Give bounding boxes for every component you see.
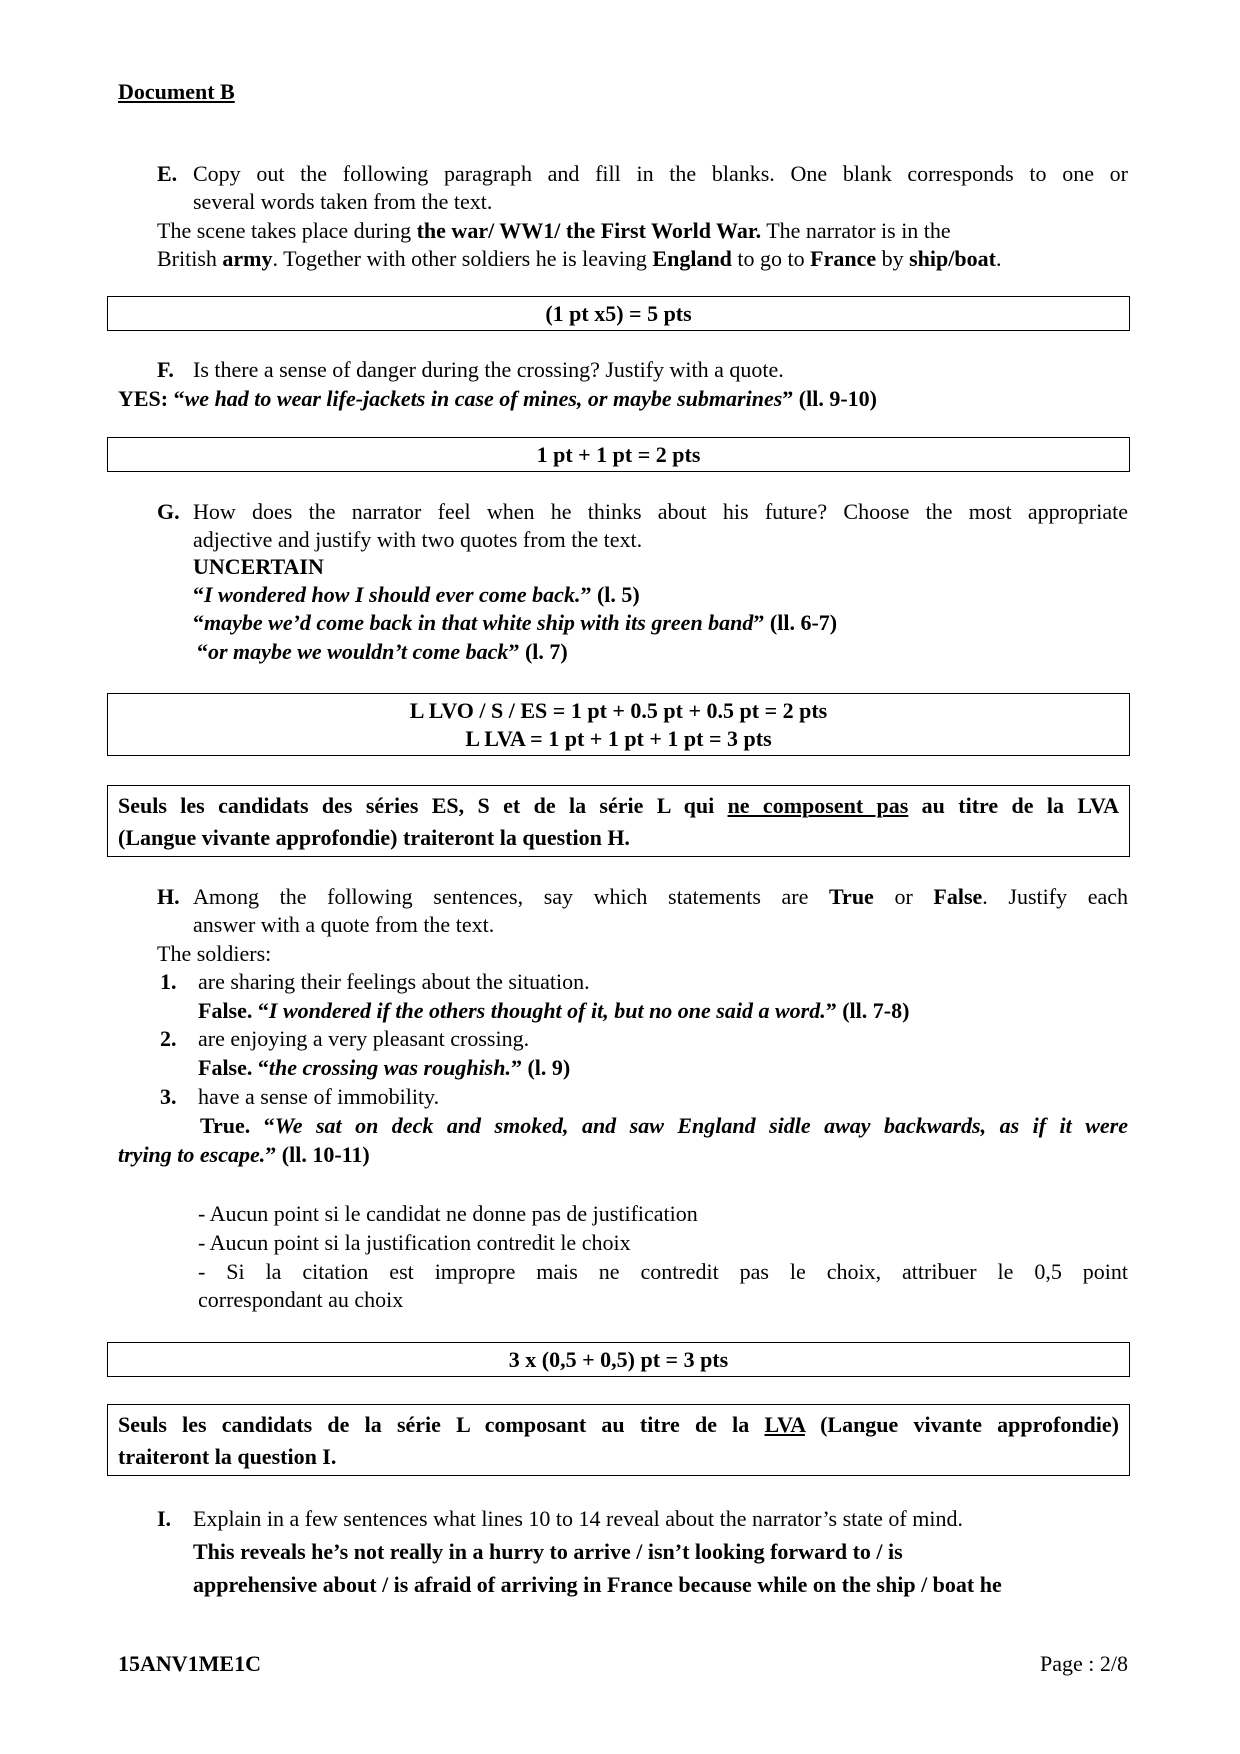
grading-rule: correspondant au choix xyxy=(198,1287,404,1312)
points-line: L LVA = 1 pt + 1 pt + 1 pt = 3 pts xyxy=(465,726,772,751)
answer-quote: “I wondered how I should ever come back.” (l. 5) xyxy=(193,582,640,607)
points-line: L LVO / S / ES = 1 pt + 0.5 pt + 0.5 pt = 2 pts xyxy=(409,698,828,723)
answer-line: YES: “we had to wear life-jackets in case of mines, or maybe submarines” (ll. 9-10) xyxy=(118,386,877,411)
question-label: F. xyxy=(157,357,174,382)
points-box: (1 pt x5) = 5 pts xyxy=(107,296,1130,331)
question-prompt: answer with a quote from the text. xyxy=(193,912,495,937)
question-label: G. xyxy=(157,499,180,524)
grading-rule: - Aucun point si le candidat ne donne pas de justification xyxy=(198,1201,698,1226)
item-answer: True. “We sat on deck and smoked, and saw England sidle away backwards, as if it were xyxy=(200,1113,1128,1138)
answer-line: British army. Together with other soldiers he is leaving England to go to France by ship/boat. xyxy=(157,246,1002,271)
points-box: 1 pt + 1 pt = 2 pts xyxy=(107,437,1130,472)
notice-box-h xyxy=(107,785,1130,857)
question-intro: The soldiers: xyxy=(157,941,272,966)
item-answer-cont: trying to escape.” (ll. 10-11) xyxy=(118,1142,370,1167)
item-text: are sharing their feelings about the situation. xyxy=(198,969,590,994)
answer-quote: “maybe we’d come back in that white ship with its green band” (ll. 6-7) xyxy=(193,610,838,635)
points-box xyxy=(107,693,1130,756)
item-number: 3. xyxy=(160,1084,177,1109)
question-prompt: Is there a sense of danger during the crossing? Justify with a quote. xyxy=(193,357,784,382)
question-label: H. xyxy=(157,884,180,909)
notice-line: (Langue vivante approfondie) traiteront la question H. xyxy=(118,825,630,850)
item-text: have a sense of immobility. xyxy=(198,1084,440,1109)
question-prompt: Copy out the following paragraph and fill in the blanks. One blank corresponds to one or xyxy=(193,161,1128,186)
document-title: Document B xyxy=(118,79,235,104)
page-number: Page : 2/8 xyxy=(1040,1651,1128,1676)
answer-line: The scene takes place during the war/ WW1/ the First World War. The narrator is in the xyxy=(157,218,951,243)
question-prompt: Explain in a few sentences what lines 10 to 14 reveal about the narrator’s state of mind. xyxy=(193,1506,963,1531)
item-number: 2. xyxy=(160,1026,177,1051)
question-prompt: adjective and justify with two quotes from the text. xyxy=(193,527,643,552)
item-text: are enjoying a very pleasant crossing. xyxy=(198,1026,530,1051)
notice-line: Seuls les candidats des séries ES, S et de la série L qui ne composent pas au titre de la LVA xyxy=(118,793,1119,818)
notice-box-i xyxy=(107,1404,1130,1476)
notice-line: traiteront la question I. xyxy=(118,1444,337,1469)
notice-line: Seuls les candidats de la série L composant au titre de la LVA (Langue vivante approfondie) xyxy=(118,1412,1119,1437)
question-label: I. xyxy=(157,1506,172,1531)
grading-rule: - Aucun point si la justification contredit le choix xyxy=(198,1230,631,1255)
item-answer: False. “I wondered if the others thought of it, but no one said a word.” (ll. 7-8) xyxy=(198,998,910,1023)
grading-rule: - Si la citation est impropre mais ne contredit pas le choix, attribuer le 0,5 point xyxy=(198,1259,1128,1284)
answer-line: apprehensive about / is afraid of arriving in France because while on the ship / boat he xyxy=(193,1572,1002,1597)
points-box: 3 x (0,5 + 0,5) pt = 3 pts xyxy=(107,1342,1130,1377)
answer-word: UNCERTAIN xyxy=(193,554,324,579)
question-prompt: several words taken from the text. xyxy=(193,189,493,214)
item-answer: False. “the crossing was roughish.” (l. 9) xyxy=(198,1055,571,1080)
question-prompt: How does the narrator feel when he thinks about his future? Choose the most appropriate xyxy=(193,499,1128,524)
question-label: E. xyxy=(157,161,178,186)
answer-line: This reveals he’s not really in a hurry to arrive / isn’t looking forward to / is xyxy=(193,1539,903,1564)
question-prompt: Among the following sentences, say which statements are True or False. Justify each xyxy=(193,884,1129,909)
answer-quote: “or maybe we wouldn’t come back” (l. 7) xyxy=(197,639,568,664)
item-number: 1. xyxy=(160,969,177,994)
document-code: 15ANV1ME1C xyxy=(118,1651,261,1676)
